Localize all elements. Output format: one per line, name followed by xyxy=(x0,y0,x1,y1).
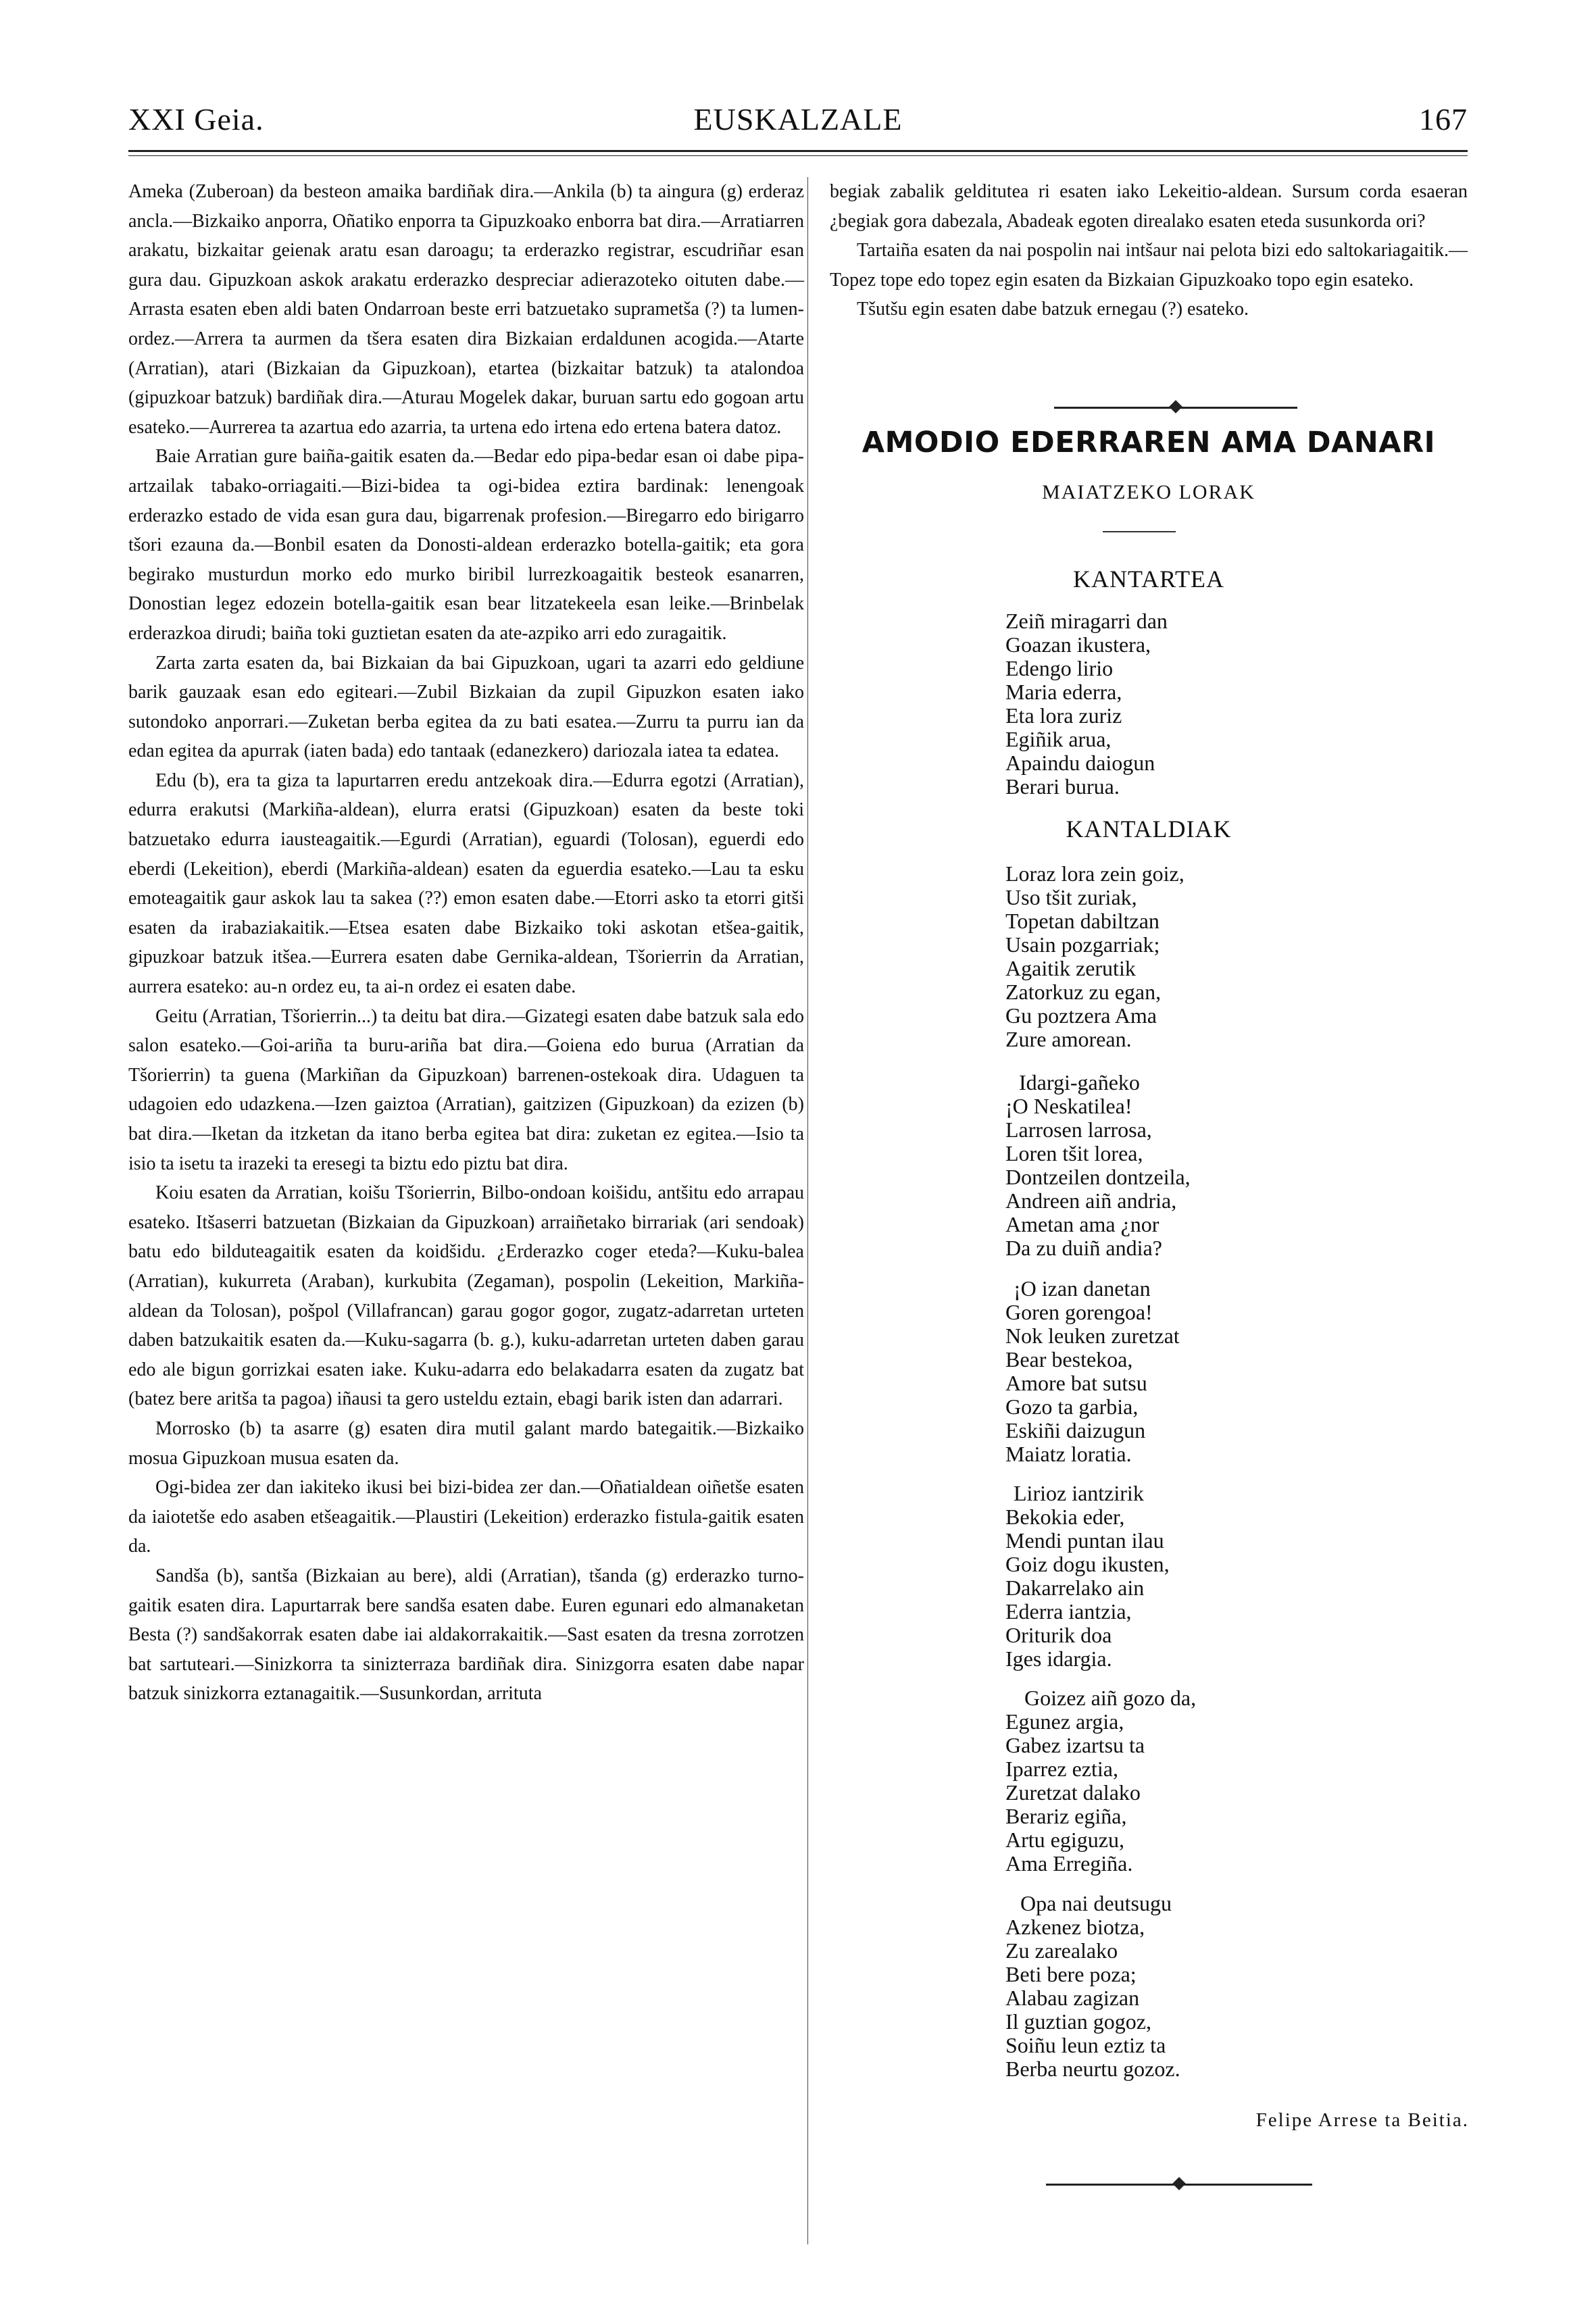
verse-line: Ametan ama ¿nor xyxy=(1005,1212,1159,1236)
verse-line: Agaitik zerutik xyxy=(1005,956,1136,980)
verse-line: Berariz egiña, xyxy=(1005,1804,1127,1828)
verse-line: Iparrez eztia, xyxy=(1005,1757,1118,1781)
verse-line: Goiz dogu ikusten, xyxy=(1005,1552,1170,1576)
header-rule xyxy=(128,150,1468,152)
paragraph: Edu (b), era ta giza ta lapurtarren eredu antzekoak dira.—Edurra egotzi (Arratian), edurra erakutsi (Markiña-aldean), elurra eratsi (Gipuzkoan) esaten da beste toki batzuetako edurra iausteagaitik.—Egurdi (Arratian), eguardi (Tolosan), eguerdi edo eberdi (Lekeition), eberdi (Markiña-aldean) esaten da eguerdia esateko.—Lau ta esku emoteagaitik gaur askok lau ta sakea (??) emon esaten dabe.—Etorri asko ta etorri gitši esaten da irabaziakaitik.—Etsea esaten dabe Bizkaiko toki askotan etšea-gaitik, gipuzkoar batzuk itšea.—Eurrera esaten dabe Gernika-aldean, Tšorierrin da Arratian, aurrera esateko: au-n ordez eu, ta ai-n ordez ei esaten dabe. xyxy=(128,770,804,998)
verse-line: Ama Erregiña. xyxy=(1005,1851,1133,1876)
verse-line: Opa nai deutsugu xyxy=(1020,1891,1172,1915)
left-column xyxy=(128,177,804,1709)
short-rule xyxy=(1103,531,1176,532)
verse-line: Andreen aiñ andria, xyxy=(1005,1188,1177,1213)
poem-stanza xyxy=(1005,1277,1465,1466)
paragraph: Morrosko (b) ta asarre (g) esaten dira mutil galant mardo bategaitik.—Bizkaiko mosua Gipuzkoan musua esaten da. xyxy=(128,1417,804,1469)
verse-line: Loraz lora zein goiz, xyxy=(1005,861,1184,886)
section-heading-kantaldiak: KANTALDIAK xyxy=(1066,815,1232,842)
paragraph: begiak zabalik gelditutea ri esaten iako Lekeitio-aldean. Sursum corda esaeran ¿begiak gora dabezala, Abadeak egoten direalako esaten eteda susunkorda ori? xyxy=(830,181,1468,232)
poem-stanza xyxy=(1005,609,1465,799)
verse-line: Zatorkuz zu egan, xyxy=(1005,980,1162,1004)
journal-title: EUSKALZALE xyxy=(693,102,903,136)
verse-line: Oriturik doa xyxy=(1005,1623,1112,1647)
verse-line: ¡O Neskatilea! xyxy=(1005,1094,1132,1118)
verse-line: Bear bestekoa, xyxy=(1005,1347,1133,1372)
verse-line: Apaindu daiogun xyxy=(1005,751,1155,775)
section-heading-kantartea: KANTARTEA xyxy=(1073,565,1224,593)
verse-line: Zuretzat dalako xyxy=(1005,1780,1141,1805)
verse-line: Zure amorean. xyxy=(1005,1027,1132,1051)
verse-line: Edengo lirio xyxy=(1005,656,1114,680)
verse-line: Goizez aiñ gozo da, xyxy=(1024,1686,1197,1710)
verse-line: Goren gorengoa! xyxy=(1005,1300,1153,1324)
ornament-rule xyxy=(1046,2184,1312,2186)
header-rule-thin xyxy=(128,155,1468,156)
verse-line: Beti bere poza; xyxy=(1005,1962,1137,1986)
poem-stanza xyxy=(1005,1892,1465,2081)
verse-line: Amore bat sutsu xyxy=(1005,1371,1147,1395)
poem-title: AMODIO EDERRAREN AMA DANARI xyxy=(862,426,1436,459)
poem-stanza xyxy=(1005,862,1465,1051)
verse-line: Gabez izartsu ta xyxy=(1005,1733,1145,1757)
verse-line: Topetan dabiltzan xyxy=(1005,909,1159,933)
issue-number: XXI Geia. xyxy=(128,102,264,136)
paragraph: Tšutšu egin esaten dabe batzuk ernegau (?) esateko. xyxy=(857,299,1249,320)
verse-line: Berba neurtu gozoz. xyxy=(1005,2057,1180,2081)
verse-line: Mendi puntan ilau xyxy=(1005,1528,1164,1553)
verse-line: Dakarrelako ain xyxy=(1005,1576,1145,1600)
verse-line: Soiñu leun eztiz ta xyxy=(1005,2033,1166,2057)
verse-line: Il guztian gogoz, xyxy=(1005,2009,1151,2034)
verse-line: Larrosen larrosa, xyxy=(1005,1117,1152,1142)
paragraph: Ameka (Zuberoan) da besteon amaika bardiñak dira.—Ankila (b) ta aingura (g) erderaz ancla.—Bizkaiko anporra, Oñatiko enporra ta Gipuzkoako enborra bat dira.—Arratiarren arakatu, bizkaitar geienak aratu esan daroagu; ta erderazko registrar, escudriñar esan gura dau. Gipuzkoan askok arakatu erderazko despreciar adierazoteko oituten dabe.—Arrasta esaten eben aldi baten Ondarroan beste erri batzuetako suprametša (?) ta lumen-ordez.—Arrera ta aurmen da tšera esaten dira Bizkaian erdaldunen acogida.—Atarte (Arratian), atari (Bizkaian da Gipuzkoan), etartea (bizkaitar batzuk) ta atalondoa (gipuzkoar batzuk) bardiñak dira.—Aturau Mogelek dakar, buruan sartu edo gogoan artu esateko.—Aurrerea ta azartua edo azarria, ta urtena edo irtena edo ertena batera datoz. xyxy=(128,181,804,438)
verse-line: Idargi-gañeko xyxy=(1019,1070,1140,1095)
poem-stanza xyxy=(1005,1071,1465,1260)
verse-line: Eta lora zuriz xyxy=(1005,703,1122,728)
verse-line: Alabau zagizan xyxy=(1005,1986,1140,2010)
verse-line: Eskiñi daizugun xyxy=(1005,1418,1146,1442)
verse-line: Da zu duiñ andia? xyxy=(1005,1236,1162,1260)
verse-line: Gozo ta garbia, xyxy=(1005,1394,1139,1419)
poem-subtitle: MAIATZEKO LORAK xyxy=(1042,481,1255,503)
verse-line: Artu egiguzu, xyxy=(1005,1828,1124,1852)
verse-line: Zu zarealako xyxy=(1005,1938,1118,1963)
column-divider xyxy=(807,177,808,2244)
paragraph: Geitu (Arratian, Tšorierrin...) ta deitu bat dira.—Gizategi esaten dabe batzuk sala edo salon esateko.—Goi-ariña ta buru-ariña bat dira.—Goiena edo burua (Arratian da Tšorierrin) ta guena (Markiñan da Gipuzkoan) barrenen-ostekoak dira. Udaguen ta udagoien edo udazkena.—Izen gaiztoa (Arratian), gaitzizen (Gipuzkoan) da ezizen (b) bat dira.—Iketan da itzketan da itano berba egitea bat dira: zuketan ez egitea.—Isio ta isio ta isetu ta irazeki ta eresegi ta biztu edo piztu bat dira. xyxy=(128,1005,804,1174)
verse-line: Maiatz loratia. xyxy=(1005,1442,1132,1466)
verse-line: Loren tšit lorea, xyxy=(1005,1141,1143,1165)
verse-line: Berari burua. xyxy=(1005,774,1120,799)
verse-line: Egiñik arua, xyxy=(1005,727,1112,751)
verse-line: Egunez argia, xyxy=(1005,1709,1124,1734)
paragraph: Sandša (b), santša (Bizkaian au bere), aldi (Arratian), tšanda (g) erderazko turno-gaitik esaten dira. Lapurtarrak bere sandša esaten dabe. Euren egunari edo almanaketan Besta (?) sandšakorrak esaten dabe iai aldakorrakaitik.—Sast esaten da tresna zorrotzen bat sartuteari.—Sinizkorra ta sinizterraza bardiñak dira. Sinizgorra esaten dabe napar batzuk sinizkorra eztanagaitik.—Susunkordan, arrituta xyxy=(128,1565,804,1705)
verse-line: Usain pozgarriak; xyxy=(1005,932,1160,957)
paragraph: Tartaiña esaten da nai pospolin nai intšaur nai pelota bizi edo saltokariagaitik.—Topez tope edo topez egin esaten da Bizkaian Gipuzkoako topo egin esateko. xyxy=(830,240,1468,291)
verse-line: ¡O izan danetan xyxy=(1014,1276,1151,1301)
verse-line: Nok leuken zuretzat xyxy=(1005,1324,1180,1348)
verse-line: Iges idargia. xyxy=(1005,1646,1112,1671)
verse-line: Dontzeilen dontzeila, xyxy=(1005,1165,1191,1189)
verse-line: Zeiñ miragarri dan xyxy=(1005,609,1168,633)
verse-line: Uso tšit zuriak, xyxy=(1005,885,1137,909)
right-column xyxy=(830,177,1468,324)
paragraph: Koiu esaten da Arratian, koišu Tšorierrin, Bilbo-ondoan koišidu, antšitu edo arrapau esateko. Itšaserri batzuetan (Bizkaian da Gipuzkoan) arraiñetako birrariak (ari sendoak) batu edo bilduteagaitik esaten da koidšidu. ¿Erderazko coger eteda?—Kuku-balea (Arratian), kukurreta (Araban), kurkubita (Zegaman), pospolin (Lekeition, Markiña-aldean da Tolosan), pošpol (Villafrancan) garau gogor gogor, zugatz-adarretan urteten daben batzukaitik esaten da.—Kuku-sagarra (b. g.), kuku-adarretan urteten daben garau edo ale bigun gorrizkai esaten iake. Kuku-adarra edo belakadarra esaten da zugatz bat (batez bere aritša ta pagoa) iñausi ta gero usteldu eztain, ebagi barik isten dan adarrari. xyxy=(128,1182,804,1410)
poem-stanza xyxy=(1005,1686,1465,1876)
ornament-rule xyxy=(1054,407,1297,409)
paragraph: Baie Arratian gure baiña-gaitik esaten da.—Bedar edo pipa-bedar esan oi dabe pipa-artzailak tabako-orriagaiti.—Bizi-bidea ta ogi-bidea eztira bardinak: lenengoak erderazko estado de vida esan gura dau, bigarrenak profesion.—Biregarro edo birigarro tšori ezauna da.—Bonbil esaten da Donosti-aldean erderazko botella-gaitik; eta gora begirako musturdun morko edo murko biribil lurrezkoagaitik besteok esanarren, Donostian legez edozein botella-gaitik esan bear litzatekeela esan leike.—Brinbelak erderazkoa dirudi; baiña toki guztietan esaten da ate-azpiko arri edo zuragaitik. xyxy=(128,446,804,644)
author-signature: Felipe Arrese ta Beitia. xyxy=(1255,2109,1469,2131)
paragraph: Ogi-bidea zer dan iakiteko ikusi bei bizi-bidea zer dan.—Oñatialdean oiñetše esaten da iaiotetše edo asaben etšeagaitik.—Plaustiri (Lekeition) erderazko fistula-gaitik esaten da. xyxy=(128,1477,804,1557)
page-number: 167 xyxy=(1419,102,1468,136)
verse-line: Lirioz iantzirik xyxy=(1014,1481,1144,1505)
verse-line: Maria ederra, xyxy=(1005,680,1122,704)
verse-line: Goazan ikustera, xyxy=(1005,632,1151,657)
verse-line: Gu poztzera Ama xyxy=(1005,1003,1157,1028)
verse-line: Azkenez biotza, xyxy=(1005,1915,1145,1939)
poem-stanza xyxy=(1005,1482,1465,1671)
verse-line: Bekokia eder, xyxy=(1005,1505,1125,1529)
paragraph: Zarta zarta esaten da, bai Bizkaian da bai Gipuzkoan, ugari ta azarri edo geldiune barik gauzaak esan edo egiteari.—Zubil Bizkaian da zupil Gipuzkon esaten iako sutondoko anporrari.—Zuketan berba egitea da zu bati esatea.—Zurru ta purru ian da edan egitea da apurrak (iaten bada) edo tantaak (edanezkero) dariozala iatea ta edatea. xyxy=(128,652,804,762)
running-header xyxy=(128,101,1468,149)
verse-line: Ederra iantzia, xyxy=(1005,1599,1132,1624)
